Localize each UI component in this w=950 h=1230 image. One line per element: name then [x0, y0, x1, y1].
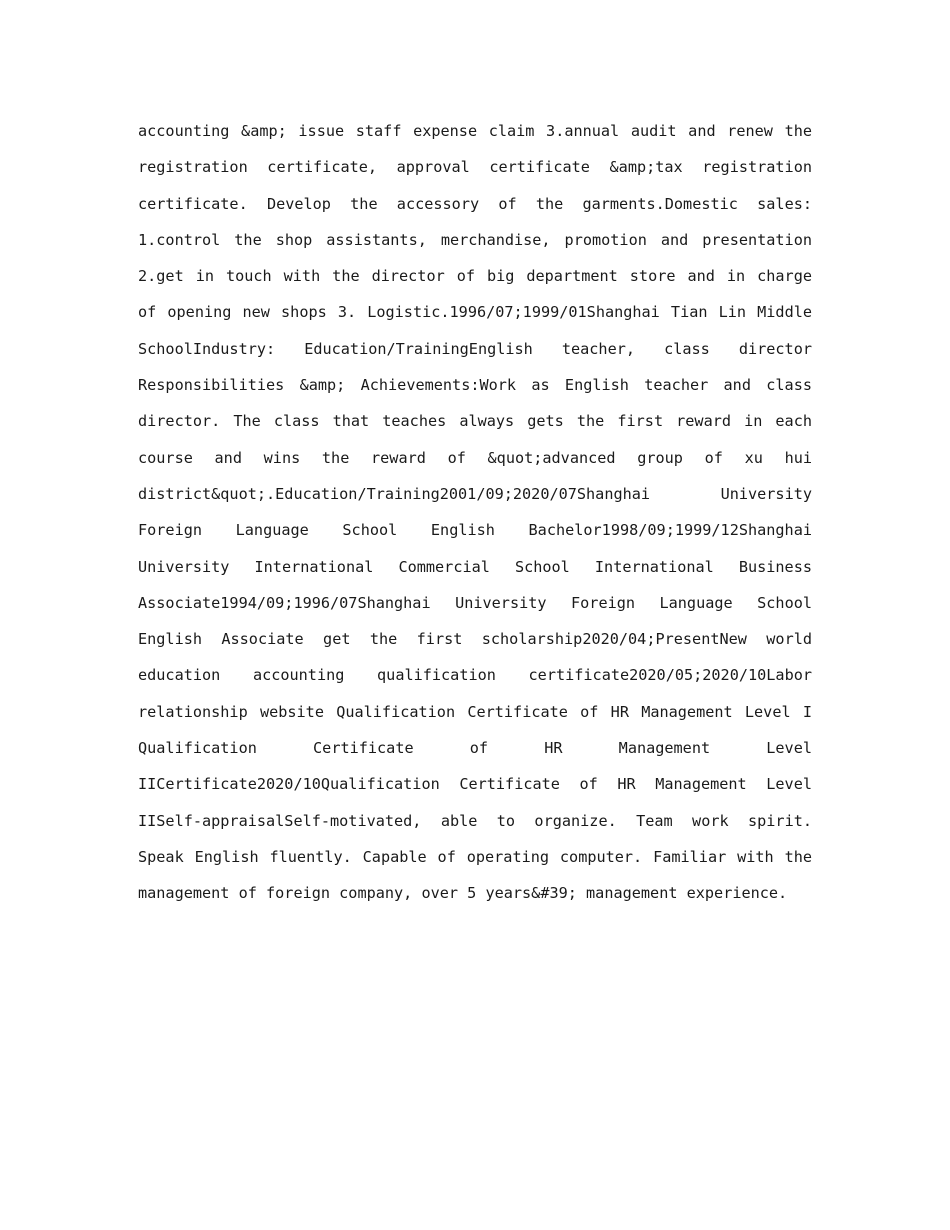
text-line: 1.control the shop assistants, merchandise, promotion and presentation: [138, 230, 812, 249]
text-line: Qualification Certificate of HR Management Level: [138, 739, 812, 758]
text-line: University International Commercial School International Business: [138, 557, 812, 576]
text-line: of opening new shops 3. Logistic.1996/07;1999/01Shanghai Tian Lin Middle: [138, 303, 812, 322]
body-text: [138, 113, 812, 912]
text-line: management of foreign company, over 5 years&#39; management experience.: [138, 884, 788, 903]
text-line: certificate. Develop the accessory of the garments.Domestic sales:: [138, 194, 812, 213]
text-line: director. The class that teaches always gets the first reward in each: [138, 412, 812, 431]
text-line: Responsibilities &amp; Achievements:Work as English teacher and class: [138, 376, 812, 395]
text-line: education accounting qualification certificate2020/05;2020/10Labor: [138, 666, 812, 685]
text-line: SchoolIndustry: Education/TrainingEnglish teacher, class director: [138, 339, 812, 358]
text-line: accounting &amp; issue staff expense claim 3.annual audit and renew the: [138, 122, 812, 140]
text-line: 2.get in touch with the director of big department store and in charge: [138, 267, 812, 286]
text-line: IISelf-appraisalSelf-motivated, able to organize. Team work spirit.: [138, 811, 812, 830]
text-line: Speak English fluently. Capable of operating computer. Familiar with the: [138, 847, 812, 866]
text-line: relationship website Qualification Certificate of HR Management Level I: [138, 702, 812, 721]
text-line: district&quot;.Education/Training2001/09;2020/07Shanghai University: [138, 484, 812, 503]
text-line: IICertificate2020/10Qualification Certificate of HR Management Level: [138, 775, 812, 794]
text-line: Foreign Language School English Bachelor1998/09;1999/12Shanghai: [138, 521, 812, 540]
text-line: course and wins the reward of &quot;advanced group of xu hui: [138, 448, 812, 467]
text-line: registration certificate, approval certificate &amp;tax registration: [138, 158, 812, 177]
text-line: Associate1994/09;1996/07Shanghai University Foreign Language School: [138, 593, 812, 612]
text-line: English Associate get the first scholarship2020/04;PresentNew world: [138, 630, 812, 649]
